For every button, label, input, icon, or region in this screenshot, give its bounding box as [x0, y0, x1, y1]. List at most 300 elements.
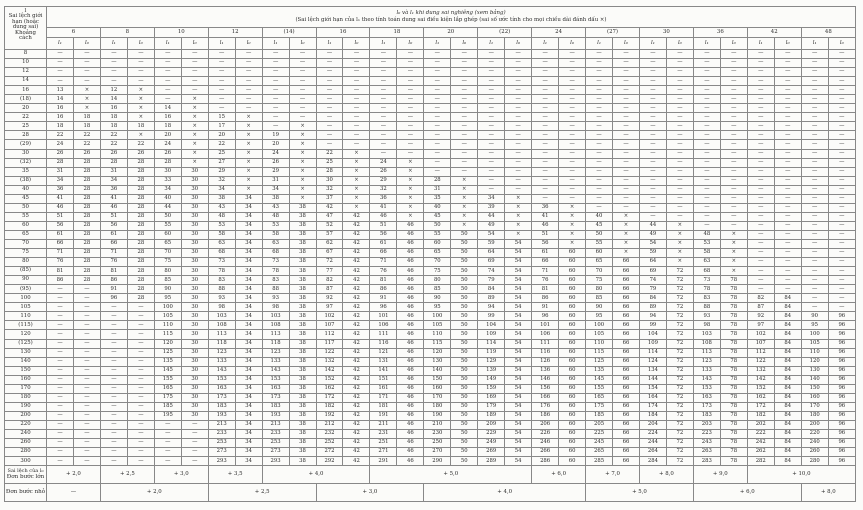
table-cell: —	[559, 86, 586, 95]
table-cell: —	[586, 167, 613, 176]
table-cell: —	[397, 95, 424, 104]
table-row	[5, 50, 856, 59]
table-cell: 40	[424, 203, 451, 212]
table-cell: —	[586, 203, 613, 212]
table-cell: 61	[47, 230, 74, 239]
table-cell: 183	[208, 402, 235, 411]
table-cell: 28	[127, 212, 154, 221]
tolerance-row-label	[5, 466, 47, 484]
table-cell: 50	[451, 439, 478, 448]
table-cell: 72	[666, 366, 693, 375]
table-cell: 34	[235, 366, 262, 375]
table-cell: 60	[559, 348, 586, 357]
table-cell: —	[424, 131, 451, 140]
table-cell: 108	[262, 321, 289, 330]
table-cell: 132	[316, 357, 343, 366]
table-cell: 181	[370, 402, 397, 411]
table-cell: —	[154, 50, 181, 59]
tolerance-value: + 6,0	[693, 484, 801, 502]
sub-header: l₀	[235, 38, 262, 50]
table-cell: 38	[289, 339, 316, 348]
table-cell: 22	[316, 149, 343, 158]
table-cell: 82	[316, 276, 343, 285]
table-row	[5, 420, 856, 429]
table-cell: 96	[828, 429, 855, 438]
table-cell: 74	[478, 267, 505, 276]
table-cell: 46	[397, 420, 424, 429]
table-cell: 112	[316, 330, 343, 339]
table-cell: —	[154, 95, 181, 104]
table-cell: 42	[343, 239, 370, 248]
table-cell: —	[747, 149, 774, 158]
table-cell: 88	[693, 303, 720, 312]
sub-header: l₁	[262, 38, 289, 50]
table-cell: —	[73, 439, 100, 448]
table-cell: —	[559, 77, 586, 86]
table-cell: 46	[397, 221, 424, 230]
table-cell: 50	[424, 221, 451, 230]
table-row	[5, 321, 856, 330]
table-cell: —	[181, 420, 208, 429]
table-cell: ×	[720, 267, 747, 276]
table-cell: —	[289, 104, 316, 113]
corner-label-line: l	[24, 8, 27, 14]
table-cell: 172	[747, 402, 774, 411]
row-label: 50	[5, 203, 47, 212]
row-label: 10	[5, 59, 47, 68]
table-cell: 38	[289, 411, 316, 420]
table-cell: —	[720, 140, 747, 149]
table-cell: 190	[424, 411, 451, 420]
table-cell: ×	[505, 212, 532, 221]
table-cell: —	[47, 402, 74, 411]
sub-header: l₁	[100, 38, 127, 50]
table-cell: 144	[639, 375, 666, 384]
table-cell: 203	[693, 420, 720, 429]
table-cell: —	[424, 113, 451, 122]
table-cell: —	[801, 258, 828, 267]
table-cell: 28	[73, 167, 100, 176]
table-cell: —	[478, 140, 505, 149]
table-cell: —	[478, 185, 505, 194]
table-cell: —	[370, 113, 397, 122]
table-cell: 54	[505, 357, 532, 366]
table-cell: —	[666, 59, 693, 68]
table-cell: 146	[532, 375, 559, 384]
sub-header: l₀	[127, 38, 154, 50]
table-cell: 28	[127, 239, 154, 248]
table-cell: 30	[181, 212, 208, 221]
table-cell: 42	[343, 384, 370, 393]
table-cell: 103	[693, 330, 720, 339]
table-cell: —	[613, 149, 640, 158]
table-cell: 72	[666, 420, 693, 429]
table-cell: 54	[505, 258, 532, 267]
table-cell: 33	[154, 176, 181, 185]
table-cell: 60	[559, 339, 586, 348]
table-cell: —	[559, 176, 586, 185]
table-cell: —	[100, 448, 127, 457]
table-cell: 22	[47, 131, 74, 140]
table-cell: —	[774, 249, 801, 258]
table-cell: 59	[639, 249, 666, 258]
table-cell: —	[639, 59, 666, 68]
table-cell: 60	[586, 249, 613, 258]
table-cell: 46	[397, 330, 424, 339]
row-label: 120	[5, 330, 47, 339]
table-cell: —	[613, 104, 640, 113]
table-cell: 98	[208, 303, 235, 312]
table-cell: 72	[666, 393, 693, 402]
table-cell: 96	[828, 420, 855, 429]
table-cell: 61	[370, 239, 397, 248]
table-cell: 265	[586, 448, 613, 457]
table-cell: 38	[208, 194, 235, 203]
table-cell: 86	[100, 276, 127, 285]
table-cell: —	[208, 86, 235, 95]
table-cell: —	[73, 77, 100, 86]
table-row	[5, 411, 856, 420]
table-cell: —	[451, 86, 478, 95]
tolerance-value: + 8,0	[801, 484, 855, 502]
table-cell: 46	[100, 203, 127, 212]
table-cell: 283	[693, 457, 720, 466]
table-cell: 185	[586, 411, 613, 420]
table-cell: 43	[208, 203, 235, 212]
table-cell: 28	[127, 194, 154, 203]
table-cell: 56	[370, 230, 397, 239]
table-cell: —	[235, 50, 262, 59]
tolerance-value: + 7,0	[586, 466, 640, 484]
sub-header: l₁	[424, 38, 451, 50]
table-cell: —	[801, 113, 828, 122]
table-cell: 22	[100, 131, 127, 140]
row-label: (85)	[5, 267, 47, 276]
table-cell: 78	[720, 420, 747, 429]
table-cell: 46	[397, 384, 424, 393]
table-cell: —	[47, 285, 74, 294]
table-cell: 171	[370, 393, 397, 402]
table-cell: —	[666, 86, 693, 95]
table-row	[5, 339, 856, 348]
table-cell: 38	[289, 384, 316, 393]
table-cell: 42	[343, 339, 370, 348]
table-cell: —	[235, 68, 262, 77]
table-cell: —	[127, 339, 154, 348]
table-cell: 111	[532, 339, 559, 348]
table-cell: 48	[262, 212, 289, 221]
table-cell: 66	[613, 457, 640, 466]
table-cell: 54	[505, 276, 532, 285]
table-cell: —	[559, 158, 586, 167]
table-cell: —	[559, 122, 586, 131]
table-cell: 72	[666, 267, 693, 276]
sub-header: l₁	[208, 38, 235, 50]
table-cell: 73	[208, 258, 235, 267]
table-cell: 153	[693, 384, 720, 393]
table-cell: 72	[666, 285, 693, 294]
table-cell: —	[532, 95, 559, 104]
table-cell: —	[73, 402, 100, 411]
table-cell: 88	[208, 285, 235, 294]
table-cell: 59	[478, 239, 505, 248]
table-cell: —	[828, 113, 855, 122]
table-cell: —	[586, 149, 613, 158]
table-cell: —	[262, 77, 289, 86]
table-cell: —	[720, 113, 747, 122]
table-cell: —	[47, 339, 74, 348]
table-cell: 38	[289, 267, 316, 276]
table-cell: 42	[343, 312, 370, 321]
table-cell: 28	[73, 176, 100, 185]
table-cell: ×	[666, 249, 693, 258]
table-cell: —	[613, 77, 640, 86]
table-cell: 226	[532, 429, 559, 438]
table-cell: 28	[73, 221, 100, 230]
table-cell: 123	[262, 348, 289, 357]
row-label: 45	[5, 194, 47, 203]
table-cell: —	[828, 239, 855, 248]
table-cell: 84	[774, 357, 801, 366]
table-cell: 50	[451, 258, 478, 267]
table-cell: 160	[424, 384, 451, 393]
table-cell: 34	[235, 249, 262, 258]
table-cell: —	[720, 158, 747, 167]
table-cell: 72	[666, 448, 693, 457]
table-cell: 34	[47, 176, 74, 185]
table-cell: ×	[235, 131, 262, 140]
table-cell: —	[720, 59, 747, 68]
table-cell: —	[73, 448, 100, 457]
table-cell: 72	[666, 276, 693, 285]
table-cell: 42	[343, 267, 370, 276]
table-cell: 183	[262, 402, 289, 411]
table-cell: 116	[532, 348, 559, 357]
table-cell: 38	[289, 276, 316, 285]
table-cell: 60	[559, 321, 586, 330]
table-cell: —	[100, 384, 127, 393]
table-cell: 108	[208, 321, 235, 330]
table-cell: 50	[451, 393, 478, 402]
table-header	[5, 7, 856, 50]
table-cell: 60	[559, 384, 586, 393]
table-cell: 34	[235, 384, 262, 393]
table-cell: ×	[666, 230, 693, 239]
table-cell: 60	[559, 312, 586, 321]
row-label: 90	[5, 276, 47, 285]
table-cell: —	[370, 104, 397, 113]
table-cell: ×	[505, 230, 532, 239]
table-cell: —	[666, 176, 693, 185]
table-row	[5, 457, 856, 466]
table-cell: —	[47, 448, 74, 457]
table-cell: 41	[532, 212, 559, 221]
table-cell: —	[73, 357, 100, 366]
table-cell: —	[747, 258, 774, 267]
table-cell: 54	[505, 267, 532, 276]
tolerance-value: + 6,0	[532, 466, 586, 484]
table-cell: 14	[100, 95, 127, 104]
table-cell: 56	[100, 221, 127, 230]
table-cell: 54	[505, 249, 532, 258]
table-cell: 48	[208, 212, 235, 221]
table-cell: 46	[397, 457, 424, 466]
table-cell: 292	[316, 457, 343, 466]
table-cell: 293	[208, 457, 235, 466]
table-cell: 46	[397, 321, 424, 330]
row-label: 140	[5, 357, 47, 366]
table-cell: ×	[73, 86, 100, 95]
table-cell: —	[774, 239, 801, 248]
table-cell: —	[370, 131, 397, 140]
table-cell: 240	[801, 439, 828, 448]
table-cell: 46	[397, 448, 424, 457]
table-cell: 66	[613, 303, 640, 312]
table-cell: —	[127, 303, 154, 312]
table-cell: 46	[397, 439, 424, 448]
table-cell: ×	[235, 158, 262, 167]
table-cell: ×	[289, 149, 316, 158]
tolerance-value: + 3,0	[154, 466, 208, 484]
table-cell: 46	[397, 249, 424, 258]
table-cell: 90	[424, 294, 451, 303]
sub-header: l₀	[828, 38, 855, 50]
table-cell: 24	[154, 140, 181, 149]
table-cell: —	[100, 321, 127, 330]
table-cell: ×	[235, 167, 262, 176]
table-cell: 62	[316, 239, 343, 248]
table-cell: 38	[289, 330, 316, 339]
table-cell: 107	[747, 339, 774, 348]
table-cell: 71	[47, 249, 74, 258]
table-cell: 72	[666, 411, 693, 420]
table-cell: —	[478, 176, 505, 185]
table-cell: 66	[613, 312, 640, 321]
table-cell: 18	[100, 113, 127, 122]
table-cell: 116	[370, 339, 397, 348]
table-cell: 66	[100, 239, 127, 248]
row-label: 80	[5, 258, 47, 267]
table-row	[5, 176, 856, 185]
table-cell: 36	[370, 194, 397, 203]
tolerance-value: + 3,0	[316, 484, 424, 502]
table-cell: 50	[451, 276, 478, 285]
tolerance-value: + 5,0	[586, 484, 694, 502]
table-cell: 60	[559, 276, 586, 285]
table-cell: —	[613, 176, 640, 185]
diameter-header: 36	[693, 28, 747, 38]
table-cell: 96	[828, 312, 855, 321]
table-cell: —	[343, 77, 370, 86]
table-cell: —	[424, 167, 451, 176]
table-cell: 73	[262, 258, 289, 267]
table-cell: —	[586, 176, 613, 185]
table-cell: 38	[289, 420, 316, 429]
table-cell: 66	[370, 249, 397, 258]
row-label: 25	[5, 122, 47, 131]
table-cell: —	[774, 86, 801, 95]
diameter-header: (22)	[478, 28, 532, 38]
table-cell: 45	[424, 212, 451, 221]
table-cell: 34	[235, 285, 262, 294]
table-cell: 38	[289, 366, 316, 375]
row-label: 170	[5, 384, 47, 393]
table-cell: —	[532, 185, 559, 194]
table-cell: —	[154, 86, 181, 95]
table-cell: —	[451, 104, 478, 113]
sub-header: l₀	[343, 38, 370, 50]
table-cell: 250	[424, 439, 451, 448]
table-cell: 152	[316, 375, 343, 384]
table-cell: 28	[127, 230, 154, 239]
table-cell: 273	[208, 448, 235, 457]
table-cell: —	[181, 457, 208, 466]
table-cell: 84	[774, 429, 801, 438]
table-cell: 61	[532, 249, 559, 258]
table-cell: —	[828, 294, 855, 303]
table-cell: 50	[451, 285, 478, 294]
table-cell: 95	[586, 312, 613, 321]
table-cell: 50	[451, 402, 478, 411]
table-cell: 22	[73, 131, 100, 140]
sub-header: l₁	[693, 38, 720, 50]
table-row	[5, 149, 856, 158]
table-cell: —	[801, 122, 828, 131]
table-cell: 60	[559, 393, 586, 402]
table-cell: 26	[262, 158, 289, 167]
table-cell: 60	[559, 457, 586, 466]
table-cell: —	[747, 131, 774, 140]
table-cell: —	[747, 104, 774, 113]
table-cell: 46	[397, 285, 424, 294]
table-cell: 54	[505, 285, 532, 294]
table-cell: —	[586, 158, 613, 167]
table-cell: 54	[478, 230, 505, 239]
table-cell: 113	[262, 330, 289, 339]
table-cell: 169	[478, 393, 505, 402]
table-cell: —	[639, 86, 666, 95]
table-cell: 24	[370, 158, 397, 167]
table-cell: 46	[370, 212, 397, 221]
table-cell: 284	[639, 457, 666, 466]
table-cell: 30	[181, 330, 208, 339]
table-cell: —	[154, 68, 181, 77]
table-cell: 70	[154, 249, 181, 258]
table-cell: 152	[747, 384, 774, 393]
table-cell: 224	[639, 429, 666, 438]
table-cell: 38	[289, 439, 316, 448]
table-cell: 28	[127, 176, 154, 185]
table-cell: ×	[559, 221, 586, 230]
table-cell: —	[47, 348, 74, 357]
table-cell: 84	[774, 384, 801, 393]
table-row	[5, 312, 856, 321]
table-cell: —	[559, 104, 586, 113]
table-cell: —	[720, 68, 747, 77]
table-cell: —	[397, 77, 424, 86]
table-cell: —	[532, 176, 559, 185]
table-cell: —	[47, 457, 74, 466]
table-cell: 50	[451, 230, 478, 239]
table-cell: ×	[559, 212, 586, 221]
corner-label-line: hạn (hoặc	[12, 18, 39, 25]
table-cell: 163	[208, 384, 235, 393]
table-cell: 28	[127, 203, 154, 212]
table-cell: 264	[639, 448, 666, 457]
table-cell: —	[693, 185, 720, 194]
table-cell: —	[451, 113, 478, 122]
table-cell: 110	[586, 339, 613, 348]
